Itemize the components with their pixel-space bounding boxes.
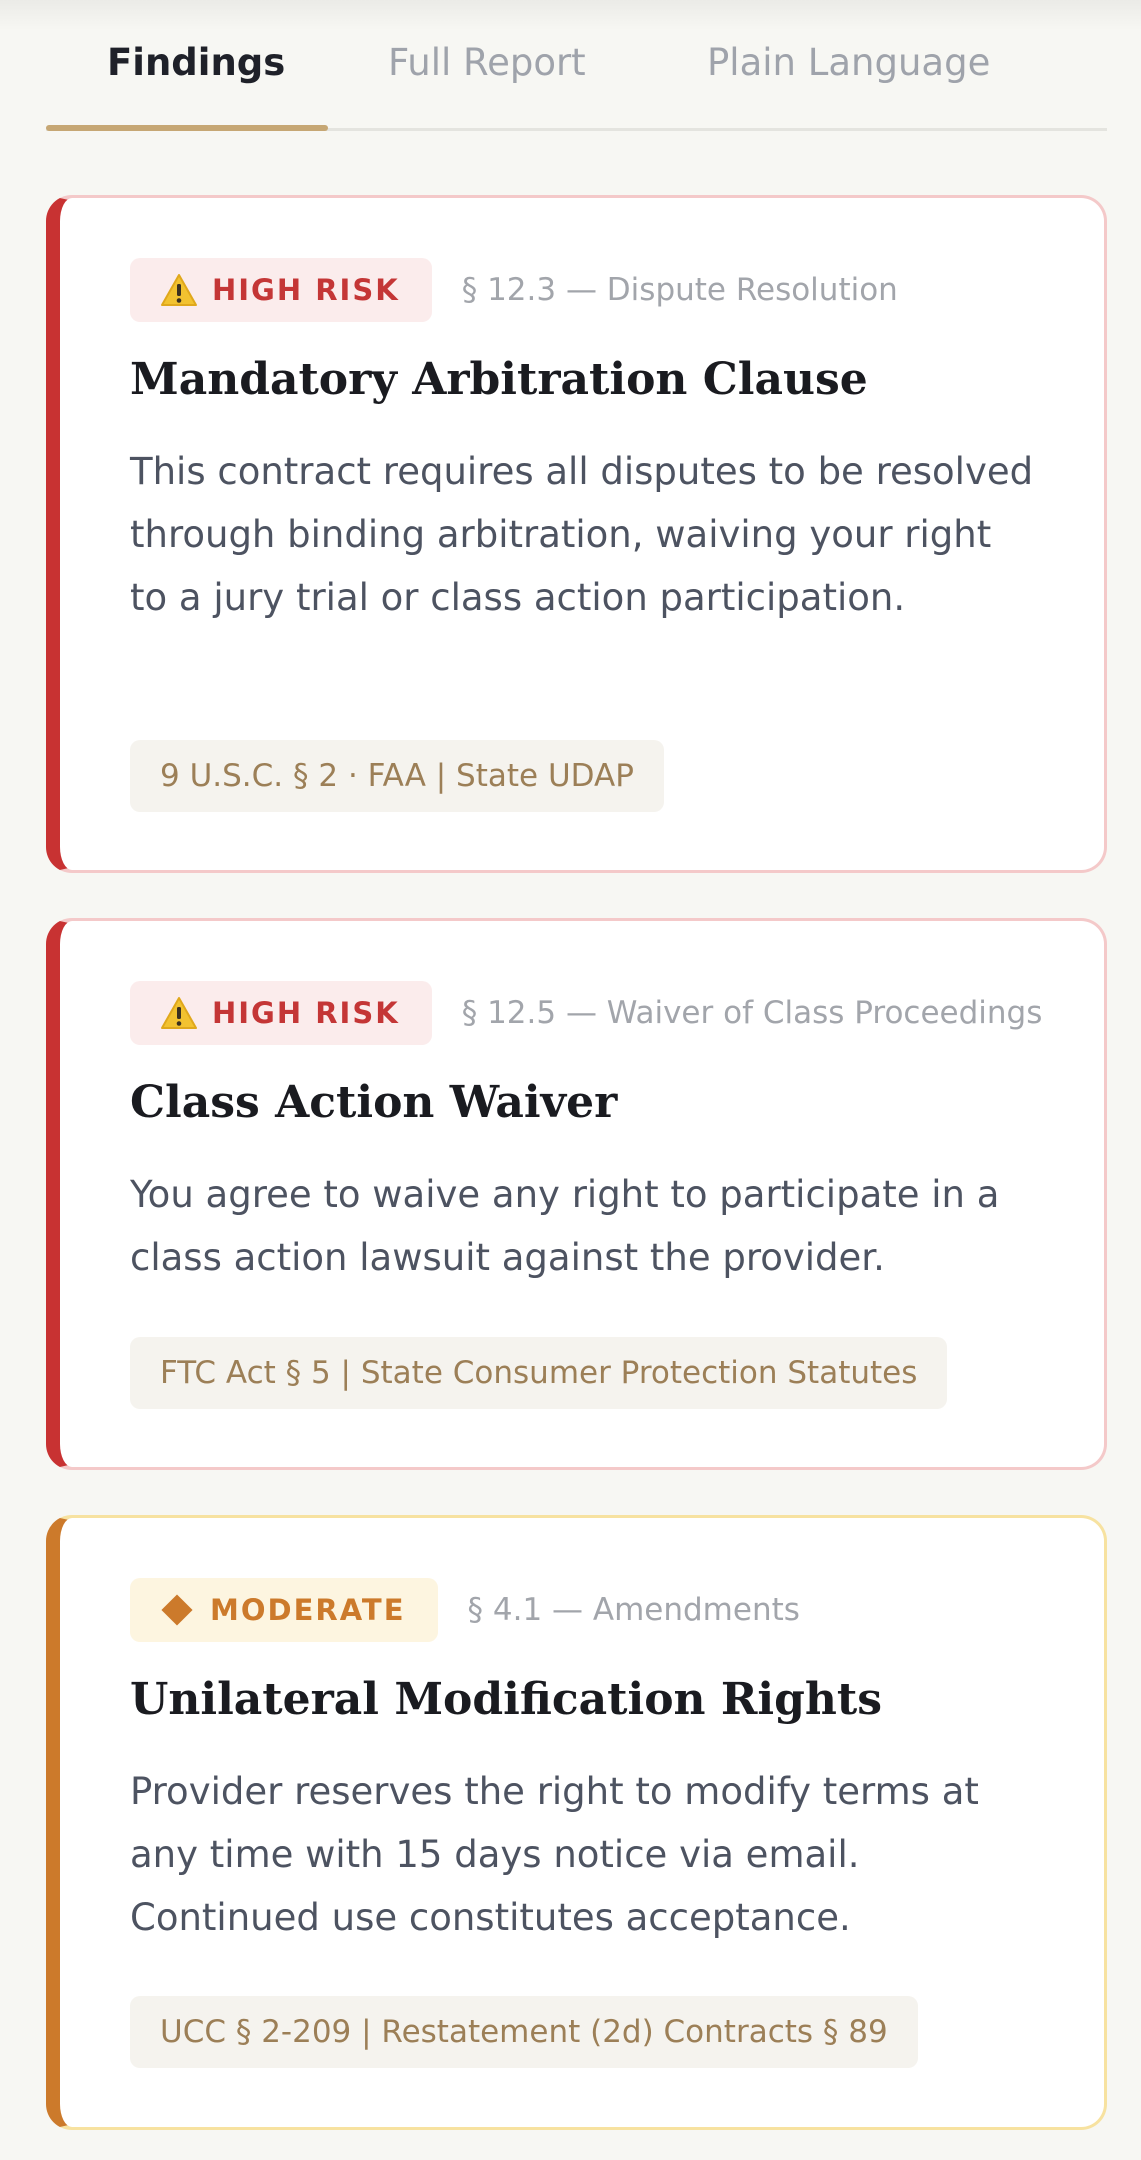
risk-badge	[130, 258, 432, 322]
finding-title: Unilateral Modification Rights	[130, 1674, 882, 1725]
section-reference: § 12.3 — Dispute Resolution	[461, 272, 898, 308]
risk-label: HIGH RISK	[212, 273, 400, 307]
active-tab-indicator	[46, 125, 328, 131]
risk-label: MODERATE	[210, 1593, 406, 1627]
finding-description: You agree to waive any right to participate in a class action lawsuit against the provider.	[130, 1173, 1000, 1279]
tab-findings[interactable]: Findings	[107, 41, 286, 84]
tab-plain-language[interactable]: Plain Language	[707, 41, 991, 84]
section-reference: § 4.1 — Amendments	[467, 1592, 800, 1628]
finding-meta	[130, 1578, 800, 1642]
finding-title: Mandatory Arbitration Clause	[130, 354, 868, 405]
risk-badge	[130, 981, 432, 1045]
finding-description: Provider reserves the right to modify terms at any time with 15 days notice via email. Continued use constitutes acceptance.	[130, 1770, 979, 1939]
finding-description: This contract requires all disputes to be resolved through binding arbitration, waiving your right to a jury trial or class action participation.	[130, 450, 1034, 619]
finding-card-arbitration[interactable]	[46, 195, 1107, 873]
risk-badge	[130, 1578, 438, 1642]
legal-citation: UCC § 2-209 | Restatement (2d) Contracts § 89	[130, 1996, 918, 2068]
section-reference: § 12.5 — Waiver of Class Proceedings	[461, 995, 1043, 1031]
finding-meta	[130, 981, 1042, 1045]
warning-icon	[160, 273, 198, 307]
finding-meta	[130, 258, 898, 322]
diamond-icon	[161, 1594, 192, 1625]
legal-citation: FTC Act § 5 | State Consumer Protection Statutes	[130, 1337, 947, 1409]
tab-full-report[interactable]: Full Report	[388, 41, 586, 84]
risk-label: HIGH RISK	[212, 996, 400, 1030]
legal-citation: 9 U.S.C. § 2 · FAA | State UDAP	[130, 740, 664, 812]
finding-title: Class Action Waiver	[130, 1077, 618, 1128]
finding-card-modification[interactable]	[46, 1515, 1107, 2130]
warning-icon	[160, 996, 198, 1030]
finding-card-class-action[interactable]	[46, 918, 1107, 1470]
findings-tab-bar	[46, 0, 1107, 131]
